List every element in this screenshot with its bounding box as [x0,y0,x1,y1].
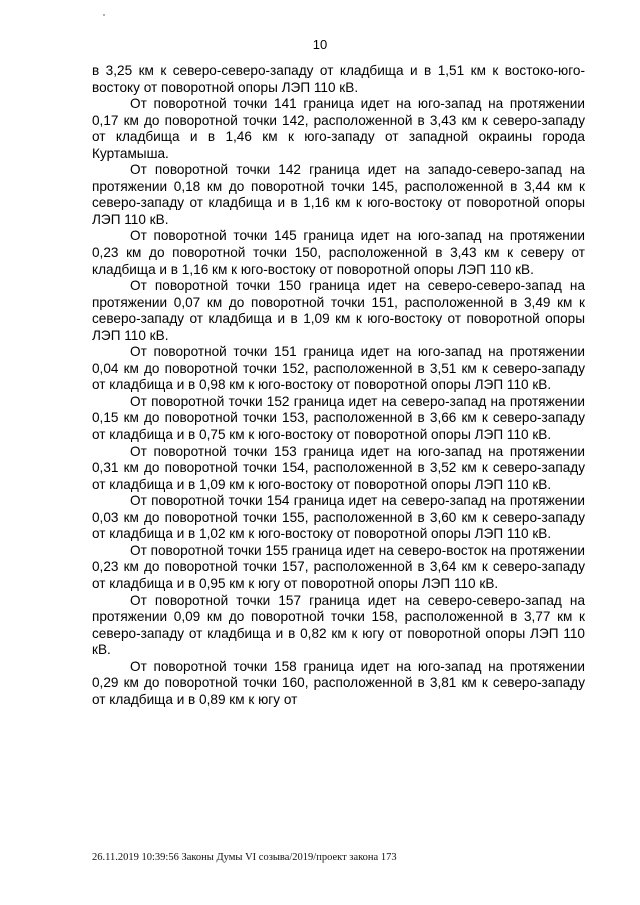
page-number: 10 [312,37,328,52]
paragraph: От поворотной точки 155 граница идет на северо-восток на протяжении 0,23 км до поворотной точки 157, расположенной в 3,64 км к северо-западу от кладбища и в 0,95 км к югу от поворотной опоры ЛЭП 110 кВ. [92,542,585,591]
document-body [92,63,585,708]
paragraph: От поворотной точки 151 граница идет на юго-запад на протяжении 0,04 км до поворотной точки 152, расположенной в 3,51 км к северо-западу от кладбища и в 0,98 км к юго-востоку от поворотной опоры ЛЭП 110 кВ. [92,344,585,393]
paragraph: От поворотной точки 154 граница идет на северо-запад на протяжении 0,03 км до поворотной точки 155, расположенной в 3,60 км к северо-западу от кладбища и в 1,02 км к юго-востоку от поворотной опоры ЛЭП 110 кВ. [92,493,585,542]
paragraph: От поворотной точки 141 граница идет на юго-запад на протяжении 0,17 км до поворотной точки 142, расположенной в 3,43 км к северо-западу от кладбища и в 1,46 км к юго-западу от западной окраины города Куртамыша. [92,96,585,161]
paragraph: От поворотной точки 142 граница идет на западо-северо-запад на протяжении 0,18 км до поворотной точки 145, расположенной в 3,44 км к северо-западу от кладбища и в 1,16 км к юго-востоку от поворотной опоры ЛЭП 110 кВ. [92,162,585,227]
paragraph: в 3,25 км к северо-северо-западу от кладбища и в 1,51 км к востоко-юго-востоку от поворотной опоры ЛЭП 110 кВ. [92,63,585,95]
paragraph: От поворотной точки 145 граница идет на юго-запад на протяжении 0,23 км до поворотной точки 150, расположенной в 3,43 км к северу от кладбища и в 1,16 км к юго-востоку от поворотной опоры ЛЭП 110 кВ. [92,228,585,277]
paragraph: От поворотной точки 153 граница идет на юго-запад на протяжении 0,31 км до поворотной точки 154, расположенной в 3,52 км к северо-западу от кладбища и в 1,09 км к юго-востоку от поворотной опоры ЛЭП 110 кВ. [92,443,585,492]
paragraph: От поворотной точки 150 граница идет на северо-северо-запад на протяжении 0,07 км до поворотной точки 151, расположенной в 3,49 км к северо-западу от кладбища и в 1,09 км к юго-востоку от поворотной опоры ЛЭП 110 кВ. [92,278,585,343]
paragraph: От поворотной точки 157 граница идет на северо-северо-запад на протяжении 0,09 км до поворотной точки 158, расположенной в 3,77 км к северо-западу от кладбища и в 0,82 км к югу от поворотной опоры ЛЭП 110 кВ. [92,592,585,658]
scan-speck [103,14,105,16]
paragraph: От поворотной точки 158 граница идет на юго-запад на протяжении 0,29 км до поворотной точки 160, расположенной в 3,81 км к северо-западу от кладбища и в 0,89 км к югу от [92,658,585,707]
document-footer: 26.11.2019 10:39:56 Законы Думы VI созыва/2019/проект закона 173 [92,852,397,863]
paragraph: От поворотной точки 152 граница идет на северо-запад на протяжении 0,15 км до поворотной точки 153, расположенной в 3,66 км к северо-западу от кладбища и в 0,75 км к юго-востоку от поворотной опоры ЛЭП 110 кВ. [92,393,585,443]
